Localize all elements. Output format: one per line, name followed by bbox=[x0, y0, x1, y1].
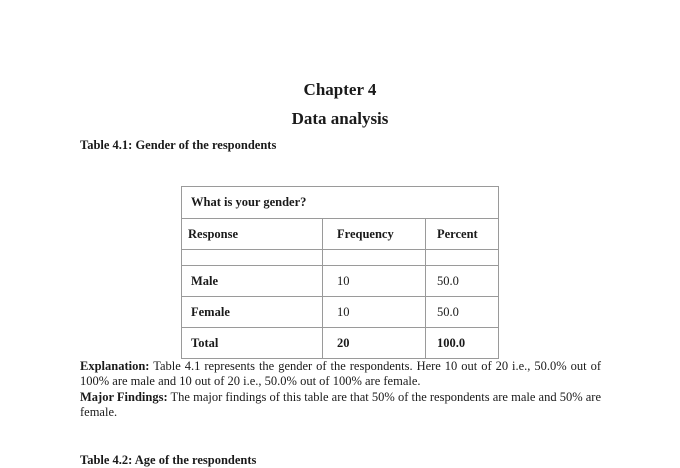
table-row bbox=[182, 266, 499, 297]
explanation-label: Explanation: bbox=[80, 359, 150, 373]
table-spacer-row bbox=[182, 250, 499, 266]
total-label: Total bbox=[182, 328, 323, 359]
chapter-title: Chapter 4 bbox=[303, 80, 377, 99]
explanation-text: Table 4.1 represents the gender of the respondents. Here 10 out of 20 i.e., 50.0% out of 100% are male and 10 out of 20 i.e., 50.0% out of 100% are female. bbox=[80, 359, 601, 389]
row-response: Female bbox=[182, 297, 323, 328]
table-total-row bbox=[182, 328, 499, 359]
gender-table bbox=[181, 186, 499, 359]
table-header-row bbox=[182, 219, 499, 250]
analysis-text bbox=[80, 359, 601, 420]
header-percent: Percent bbox=[426, 219, 499, 250]
header-response: Response bbox=[182, 219, 323, 250]
explanation-paragraph bbox=[80, 359, 601, 390]
section-title: Data analysis bbox=[291, 109, 389, 128]
table-question: What is your gender? bbox=[182, 187, 499, 219]
row-frequency: 10 bbox=[323, 297, 426, 328]
findings-paragraph bbox=[80, 390, 601, 421]
table-row bbox=[182, 297, 499, 328]
row-frequency: 10 bbox=[323, 266, 426, 297]
findings-text: The major findings of this table are that 50% of the respondents are male and 50% are female. bbox=[80, 389, 602, 419]
row-percent: 50.0 bbox=[426, 266, 499, 297]
row-response: Male bbox=[182, 266, 323, 297]
table-caption: Table 4.1: Gender of the respondents bbox=[80, 138, 277, 152]
total-percent: 100.0 bbox=[426, 328, 499, 359]
next-table-caption: Table 4.2: Age of the respondents bbox=[80, 453, 257, 467]
row-percent: 50.0 bbox=[426, 297, 499, 328]
header-frequency: Frequency bbox=[323, 219, 426, 250]
total-frequency: 20 bbox=[323, 328, 426, 359]
findings-label: Major Findings: bbox=[80, 389, 168, 404]
